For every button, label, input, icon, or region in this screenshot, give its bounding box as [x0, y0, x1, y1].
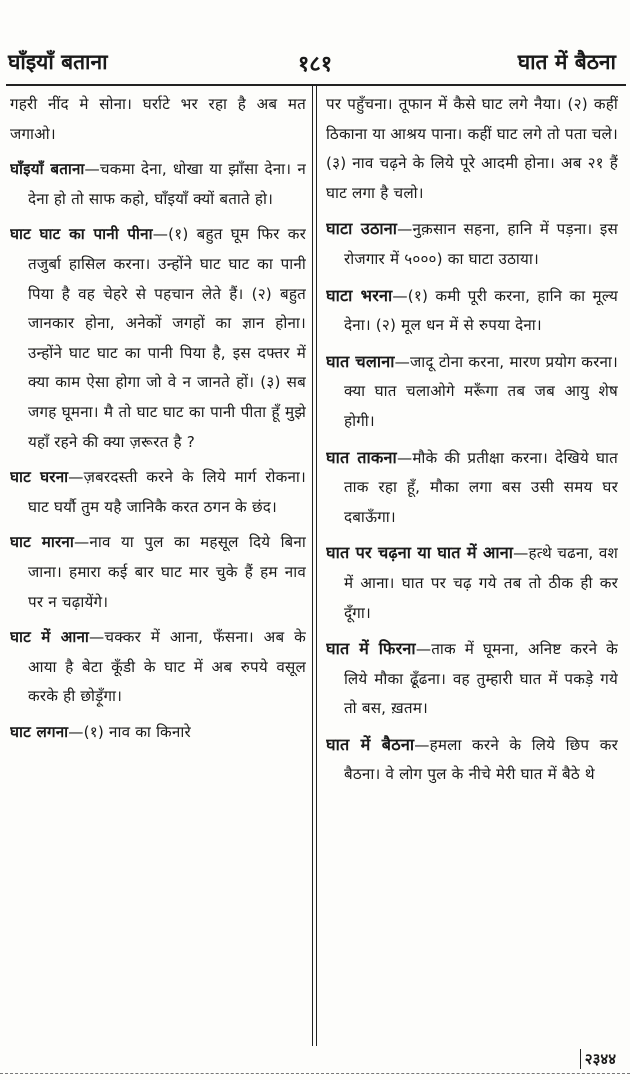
dictionary-entry: [326, 538, 618, 628]
entry-headword: घाट मारना: [10, 533, 74, 552]
entry-headword: घाट घाट का पानी पीना: [10, 225, 153, 244]
entry-headword: घाटा भरना: [326, 285, 393, 305]
dictionary-entry: [10, 718, 306, 748]
entry-definition: —हमला करने के लिये छिप कर बैठना। वे लोग पुल के नीचे मेरी घात में बैठे थे: [344, 735, 618, 784]
entry-definition: —(१) बहुत घूम फिर कर तजुर्बा हासिल करना। उन्होंने घाट घाट का पानी पिया है वह चेहरे से पहचान लेते हैं। (२) बहुत जानकार होना, अनेकों जगहों का ज्ञान होना। उन्होंने घाट घाट का पानी पिया है, इस दफ्तर में क्या काम ऐसा होगा जो वे न जानते हों। (३) सब जगह घूमना। मै तो घाट घाट का पानी पीता हूँ मुझे यहाँ रहने की क्या ज़रूरत है ?: [28, 225, 306, 451]
entry-definition: —(१) नाव का किनारे: [68, 722, 191, 741]
dictionary-entry: [326, 634, 618, 724]
dictionary-entry: [326, 281, 618, 341]
entry-headword: घात में फिरना: [326, 639, 416, 659]
signature-mark: २३४४: [580, 1049, 616, 1069]
entry-headword: घात ताकना: [326, 447, 397, 467]
dictionary-entry: [10, 155, 306, 214]
entry-definition: —चक्कर में आना, फँसना। अब के आया है बेटा कूँडी के घाट में अब रुपये वसूल करके ही छोड़ूँगा।: [28, 628, 306, 706]
entry-definition: —जादू टोना करना, मारण प्रयोग करना। क्या घात चलाओगे मरूँगा तब जब आयु शेष होगी।: [344, 352, 618, 430]
dictionary-entry: [326, 347, 618, 437]
continued-text: पर पहुँचना। तूफान में कैसे घाट लगे नैया। (२) कहीं ठिकाना या आश्रय पाना। कहीं घाट लगे तो पता चले। (३) नाव चढ़ने के लिये पूरे आदमी होना। अब २१ हैं घाट लगा है चलो।: [326, 95, 618, 202]
column-divider: [312, 86, 313, 1046]
page-header: [0, 0, 630, 86]
page-number: १८१: [297, 52, 333, 77]
entry-definition: —नाव या पुल का महसूल दिये बिना जाना। हमारा कई बार घाट मार चुके हैं हम नाव पर न चढ़ायेंगे।: [28, 533, 306, 611]
entry-headword: घाट घरना: [10, 468, 69, 487]
entry-definition: —ज़बरदस्ती करने के लिये मार्ग रोकना। घाट घर्यौ तुम यहै जानिकै करत ठगन के छंद।: [28, 468, 306, 516]
entry-headword: घात में बैठना: [326, 734, 415, 754]
entry-definition: —चकमा देना, धोखा या झाँसा देना। न देना हो तो साफ कहो, घाँइयाँ क्यों बताते हो।: [28, 160, 306, 208]
entry-headword: घात चलाना: [326, 351, 395, 371]
dictionary-entry: [10, 528, 306, 617]
entry-definition: —मौके की प्रतीक्षा करना। देखिये घात ताक रहा हूँ, मौका लगा बस उसी समय घर दबाऊँगा।: [344, 448, 618, 526]
continued-text: गहरी नींद मे सोना। घर्राटे भर रहा है अब मत जगाओ।: [10, 95, 306, 143]
dictionary-entry: [326, 443, 618, 533]
dictionary-entry: [10, 463, 306, 522]
entry-headword: घाट लगना: [10, 722, 69, 741]
running-head-left: घाँइयाँ बताना: [8, 50, 108, 74]
entry-definition: —हत्थे चढना, वश में आना। घात पर चढ़ गये तब तो ठीक ही कर दूँगा।: [344, 544, 618, 622]
dictionary-entry: [10, 623, 306, 712]
column-divider-inner: [316, 86, 317, 1046]
right-column: [326, 90, 618, 1040]
footer-rule: [0, 1073, 630, 1076]
entry-headword: घाट में आना: [10, 628, 90, 647]
entry-headword: घाँइयाँ बताना: [10, 160, 85, 179]
entry-definition: —नुक़सान सहना, हानि में पड़ना। इस रोजगार में ५०००) का घाटा उठाया।: [344, 220, 618, 268]
running-head-right: घात में बैठना: [517, 50, 616, 74]
dictionary-entry: [10, 220, 306, 457]
entry-definition: —(१) कमी पूरी करना, हानि का मूल्य देना। (२) मूल धन में से रुपया देना।: [344, 286, 618, 335]
left-column: [10, 90, 306, 1040]
entry-headword: घाटा उठाना: [326, 219, 398, 239]
entry-definition: —ताक में घूमना, अनिष्ट करने के लिये मौका ढूँढना। वह तुम्हारी घात में पकड़े गये तो बस, ख़तम।: [344, 640, 618, 718]
entry-headword: घात पर चढ़ना या घात में आना: [326, 543, 514, 563]
dictionary-entry: [326, 214, 618, 274]
dictionary-entry: [326, 730, 618, 790]
